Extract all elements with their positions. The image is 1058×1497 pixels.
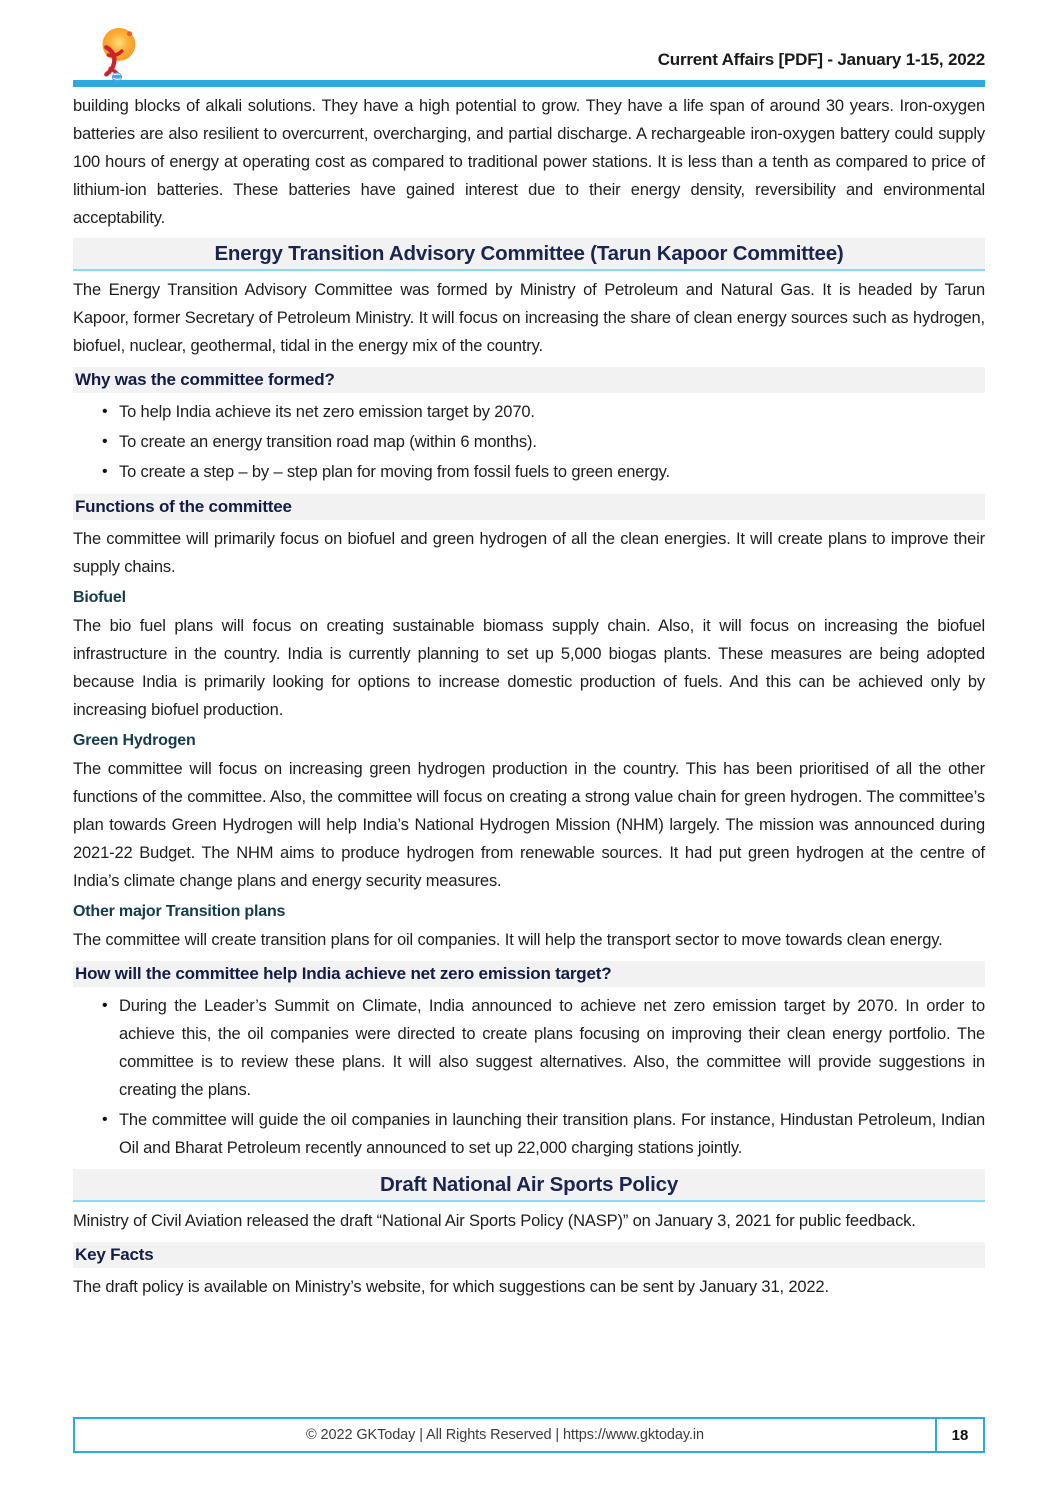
- list-item: • During the Leader’s Summit on Climate, India announced to achieve net zero emission target by 2070. In order to achieve this, the oil companies were directed to create plans focusing on improving their clean energy portfolio. The committee is to review these plans. It will also suggest alternatives. Also, the committee will provide suggestions in creating the plans.: [119, 991, 985, 1105]
- page-header: [0, 0, 1058, 80]
- footer-copyright: © 2022 GKToday | All Rights Reserved | https://www.gktoday.in: [306, 1427, 704, 1443]
- paragraph-batteries: building blocks of alkali solutions. They have a high potential to grow. They have a life span of around 30 years. Iron-oxygen batteries are also resilient to overcurrent, overcharging, and partial discharge. A rechargeable iron-oxygen battery could supply 100 hours of energy at operating cost as compared to traditional power stations. It is less than a tenth as compared to price of lithium-ion batteries. These batteries have gained interest due to their energy density, reversibility and environmental acceptability.: [73, 97, 985, 227]
- list-item: • To help India achieve its net zero emission target by 2070.: [119, 397, 985, 427]
- why-formed-list: [73, 397, 985, 487]
- paragraph-key-facts: The draft policy is available on Ministry’s website, for which suggestions can be sent by January 31, 2022.: [73, 1278, 829, 1296]
- gktoday-logo-icon: [87, 26, 145, 84]
- subheading-key-facts: Key Facts: [73, 1242, 985, 1268]
- subheading-green-hydrogen: Green Hydrogen: [73, 732, 196, 749]
- paragraph-biofuel: The bio fuel plans will focus on creating sustainable biomass supply chain. Also, it will focus on increasing the biofuel infrastructure in the country. India is currently planning to set up 5,000 biogas plants. These measures are being adopted because India is primarily looking for options to increase domestic production of fuels. And this can be achieved only by increasing biofuel production.: [73, 617, 985, 719]
- subheading-why-formed: Why was the committee formed?: [73, 367, 985, 393]
- page-footer: [73, 1417, 985, 1453]
- list-item: • The committee will guide the oil companies in launching their transition plans. For instance, Hindustan Petroleum, Indian Oil and Bharat Petroleum recently announced to set up 22,000 charging stations jointly.: [119, 1105, 985, 1163]
- paragraph-green-hydrogen: The committee will focus on increasing green hydrogen production in the country. This has been prioritised of all the other functions of the committee. Also, the committee will focus on creating a strong value chain for green hydrogen. The committee’s plan towards Green Hydrogen will help India’s National Hydrogen Mission (NHM) largely. The mission was announced during 2021-22 Budget. The NHM aims to produce hydrogen from renewable sources. It had put green hydrogen at the centre of India’s climate change plans and energy security measures.: [73, 760, 985, 890]
- header-divider: [73, 80, 985, 87]
- section-heading-energy-transition: Energy Transition Advisory Committee (Tarun Kapoor Committee): [73, 238, 985, 271]
- document-title: Current Affairs [PDF] - January 1-15, 2022: [657, 50, 985, 69]
- page-content: [0, 92, 1058, 1301]
- page-number: 18: [935, 1419, 983, 1451]
- how-help-list: [73, 991, 985, 1163]
- section-heading-air-sports: Draft National Air Sports Policy: [73, 1169, 985, 1202]
- paragraph-energy-intro: The Energy Transition Advisory Committee was formed by Ministry of Petroleum and Natural Gas. It is headed by Tarun Kapoor, former Secretary of Petroleum Ministry. It will focus on increasing the share of clean energy sources such as hydrogen, biofuel, nuclear, geothermal, tidal in the energy mix of the country.: [73, 281, 985, 355]
- list-item: • To create a step – by – step plan for moving from fossil fuels to green energy.: [119, 457, 985, 487]
- paragraph-other-plans: The committee will create transition plans for oil companies. It will help the transport sector to move towards clean energy.: [73, 931, 943, 949]
- subheading-biofuel: Biofuel: [73, 589, 126, 606]
- paragraph-air-sports: Ministry of Civil Aviation released the draft “National Air Sports Policy (NASP)” on January 3, 2021 for public feedback.: [73, 1212, 916, 1230]
- subheading-how-help: How will the committee help India achieve net zero emission target?: [73, 961, 985, 987]
- list-item: • To create an energy transition road map (within 6 months).: [119, 427, 985, 457]
- paragraph-functions: The committee will primarily focus on biofuel and green hydrogen of all the clean energies. It will create plans to improve their supply chains.: [73, 530, 985, 576]
- subheading-other-plans: Other major Transition plans: [73, 903, 286, 920]
- subheading-functions: Functions of the committee: [73, 494, 985, 520]
